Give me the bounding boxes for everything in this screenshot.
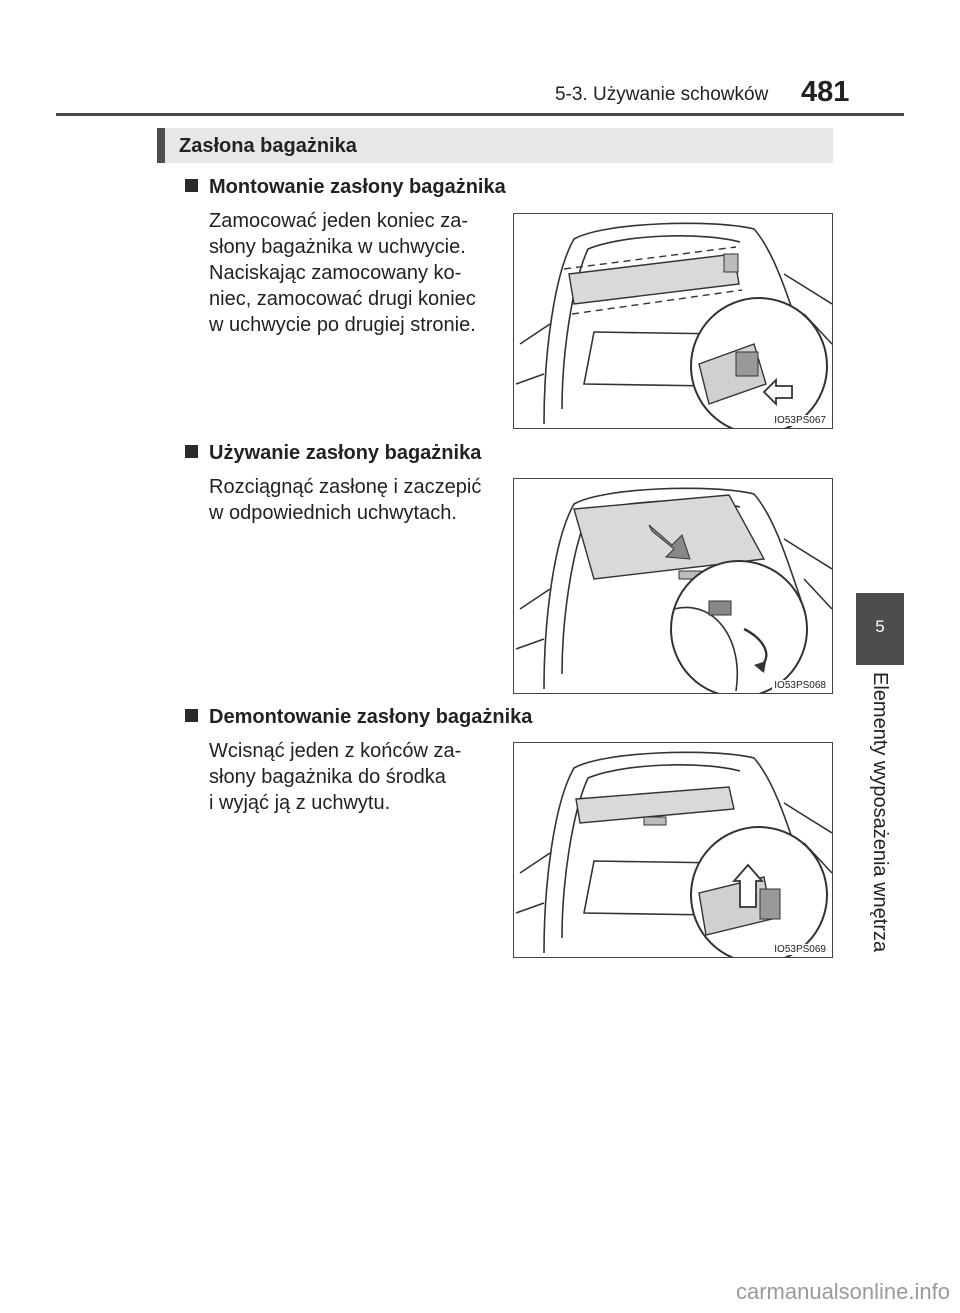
square-bullet-icon: [185, 445, 198, 458]
subheading-install-text: Montowanie zasłony bagażnika: [209, 176, 506, 198]
text-line: Zamocować jeden koniec za-: [209, 210, 469, 232]
subheading-use-text: Używanie zasłony bagażnika: [209, 442, 482, 464]
instruction-use: [209, 474, 497, 526]
square-bullet-icon: [185, 179, 198, 192]
chapter-title: Elementy wyposażenia wnętrza: [869, 672, 891, 953]
subheading-remove-text: Demontowanie zasłony bagażnika: [209, 706, 533, 728]
text-line: i wyjąć ją z uchwytu.: [209, 792, 391, 814]
trunk-illustration-use: [514, 479, 833, 694]
figure-code: IO53PS067: [774, 415, 826, 426]
page-number: 481: [801, 76, 850, 108]
figure-code: IO53PS068: [774, 680, 826, 691]
square-bullet-icon: [185, 709, 198, 722]
text-line: Rozciągnąć zasłonę i zaczepić: [209, 476, 482, 498]
header-section-title: 5-3. Używanie schowków: [555, 84, 769, 105]
section-title: Zasłona bagażnika: [179, 135, 357, 157]
chapter-number: 5: [875, 617, 885, 636]
text-line: w uchwycie po drugiej stronie.: [209, 314, 476, 336]
figure-install: [513, 213, 833, 429]
subheading-remove: [185, 706, 532, 729]
text-line: słony bagażnika do środka: [209, 766, 446, 788]
text-line: Wcisnąć jeden z końców za-: [209, 740, 462, 762]
footer-watermark: carmanualsonline.info: [735, 1279, 950, 1304]
subheading-use: [185, 442, 481, 465]
instruction-install: [209, 208, 497, 338]
text-line: niec, zamocować drugi koniec: [209, 288, 476, 310]
text-line: w odpowiednich uchwytach.: [209, 502, 457, 524]
section-heading-bar: [157, 128, 833, 163]
instruction-remove: [209, 738, 497, 816]
header-divider: [56, 113, 904, 116]
trunk-illustration-install: [514, 214, 833, 429]
chapter-tab: [856, 593, 904, 665]
subheading-install: [185, 176, 506, 199]
figure-code: IO53PS069: [774, 944, 826, 955]
trunk-illustration-remove: [514, 743, 833, 958]
figure-remove: [513, 742, 833, 958]
text-line: słony bagażnika w uchwycie.: [209, 236, 466, 258]
figure-use: [513, 478, 833, 694]
text-line: Naciskając zamocowany ko-: [209, 262, 462, 284]
